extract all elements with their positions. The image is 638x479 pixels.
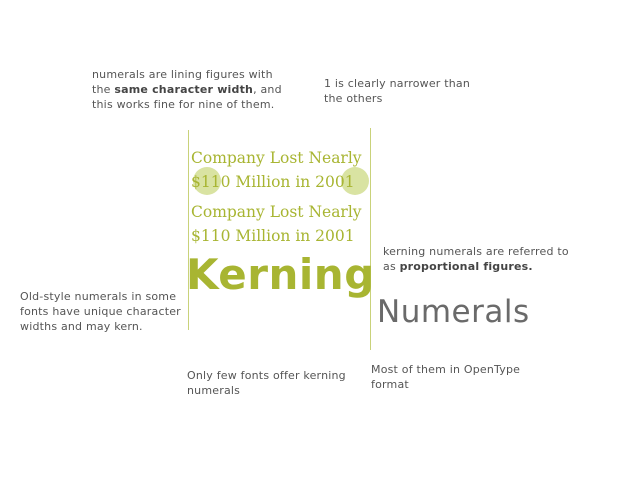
sample-proportional-figures [191,200,362,248]
note-line: numerals are lining figures with [92,68,273,81]
sample-line: $110 Million in 2001 [191,173,355,191]
sample-lining-figures [191,146,362,194]
note-few-fonts [187,368,346,398]
note-line: Most of them in OpenType [371,363,521,376]
note-line: as proportional figures. [383,260,533,273]
note-line: 1 is clearly narrower than [324,77,471,90]
note-proportional-figures [383,244,569,274]
note-line: the same character width, and [92,83,282,96]
note-line: fonts have unique character [20,305,181,318]
heading-numerals: Numerals [377,294,530,330]
heading-kerning: Kerning [186,250,375,299]
sample-line: Company Lost Nearly [191,203,362,221]
guide-line-right [370,128,371,350]
note-lining-figures [92,67,282,112]
emphasis-text: proportional figures. [399,260,533,273]
note-line: format [371,378,409,391]
sample-line: $110 Million in 2001 [191,227,355,245]
note-line: Only few fonts offer kerning [187,369,346,382]
note-line: this works fine for nine of them. [92,98,275,111]
guide-line-left [188,130,189,330]
note-one-narrower [324,76,470,106]
note-line: widths and may kern. [20,320,143,333]
note-old-style [20,289,181,334]
note-line: kerning numerals are referred to [383,245,569,258]
emphasis-text: same character width [114,83,254,96]
note-line: Old-style numerals in some [20,290,177,303]
note-opentype [371,362,520,392]
sample-line: Company Lost Nearly [191,149,362,167]
note-line: the others [324,92,383,105]
note-line: numerals [187,384,241,397]
